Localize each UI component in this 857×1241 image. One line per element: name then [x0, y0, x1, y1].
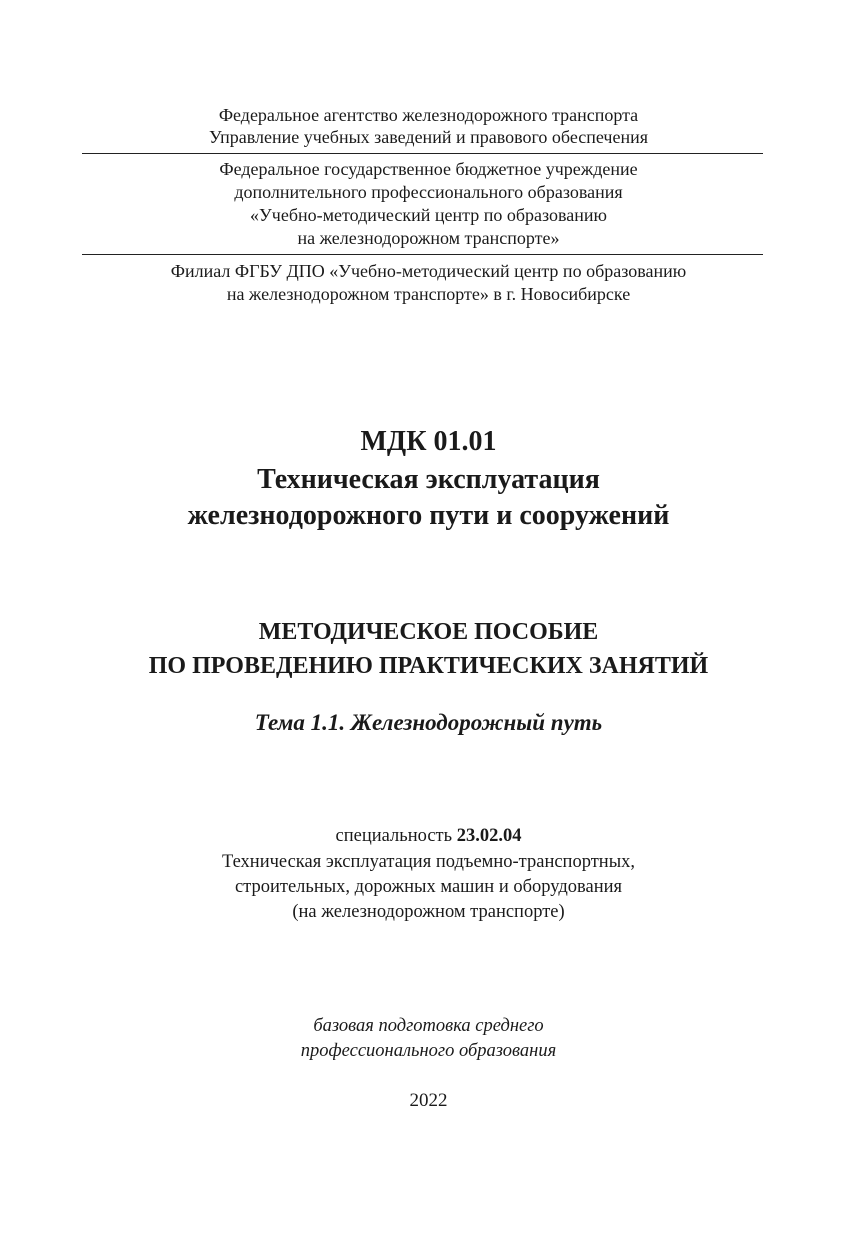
specialty-prefix: специальность — [335, 826, 457, 846]
level-line-1: базовая подготовка среднего — [313, 1016, 544, 1036]
specialty-desc-line-2: строительных, дорожных машин и оборудования — [234, 877, 623, 897]
specialty-desc-line-1: Техническая эксплуатация подъемно-транспортных, — [221, 852, 636, 872]
level-line-2: профессионального образования — [300, 1041, 557, 1061]
institution-line-4: на железнодорожном транспорте» — [297, 228, 560, 248]
institution-line-1: Федеральное государственное бюджетное учреждение — [219, 159, 638, 179]
specialty-code: 23.02.04 — [456, 826, 522, 846]
doc-type-line-1: МЕТОДИЧЕСКОЕ ПОСОБИЕ — [258, 619, 599, 645]
topic-title: Тема 1.1. Железнодорожный путь — [254, 710, 603, 735]
institution-line-3: «Учебно-методический центр по образованию — [250, 205, 607, 225]
course-title-line-1: Техническая эксплуатация — [257, 464, 600, 495]
course-title-line-2: железнодорожного пути и сооружений — [187, 500, 670, 531]
specialty-line — [0, 824, 857, 848]
doc-type-line-2: ПО ПРОВЕДЕНИЮ ПРАКТИЧЕСКИХ ЗАНЯТИЙ — [148, 653, 709, 679]
publication-year: 2022 — [409, 1090, 448, 1111]
agency-line-1: Федеральное агентство железнодорожного транспорта — [218, 105, 639, 125]
agency-line-2: Управление учебных заведений и правового обеспечения — [208, 127, 649, 147]
specialty-desc-line-3: (на железнодорожном транспорте) — [292, 902, 565, 922]
course-code: МДК 01.01 — [360, 426, 497, 457]
institution-line-2: дополнительного профессионального образования — [234, 182, 623, 202]
branch-line-1: Филиал ФГБУ ДПО «Учебно-методический центр по образованию — [170, 261, 687, 281]
divider-2 — [82, 254, 763, 255]
branch-line-2: на железнодорожном транспорте» в г. Новосибирске — [226, 284, 631, 304]
divider-1 — [82, 153, 763, 154]
